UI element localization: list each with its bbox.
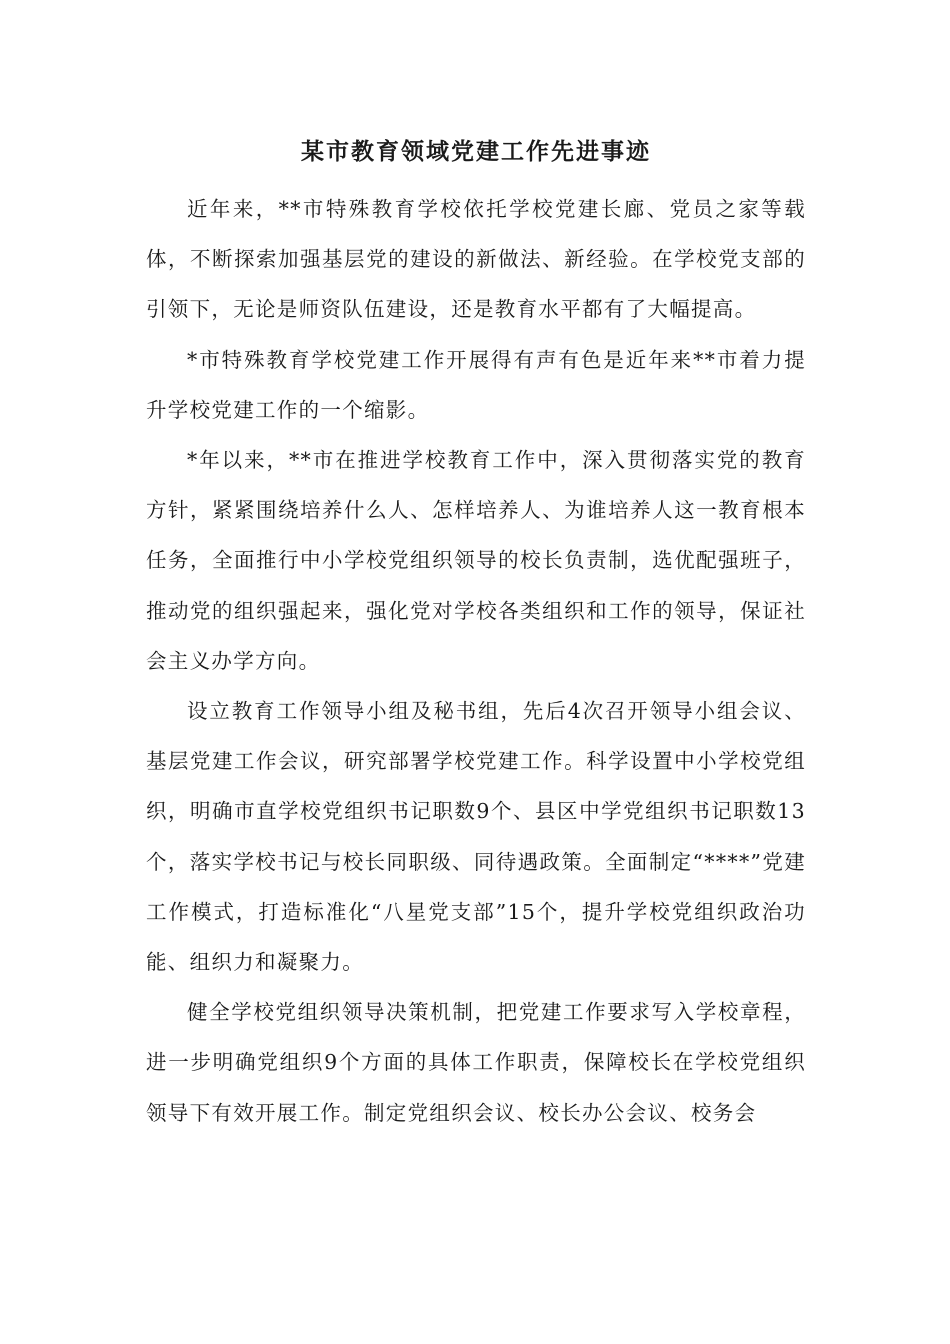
paragraph-2: *市特殊教育学校党建工作开展得有声有色是近年来**市着力提升学校党建工作的一个缩影。	[146, 347, 806, 422]
paragraph-5: 健全学校党组织领导决策机制，把党建工作要求写入学校章程，进一步明确党组织9个方面的具体工作职责，保障校长在学校党组织领导下有效开展工作。制定党组织会议、校长办公会议、校务会	[146, 1000, 806, 1125]
paragraph-1: 近年来，**市特殊教育学校依托学校党建长廊、党员之家等载体，不断探索加强基层党的建设的新做法、新经验。在学校党支部的引领下，无论是师资队伍建设，还是教育水平都有了大幅提高。	[146, 197, 806, 322]
paragraph-4: 设立教育工作领导小组及秘书组，先后4次召开领导小组会议、基层党建工作会议，研究部署学校党建工作。科学设置中小学校党组织，明确市直学校党组织书记职数9个、县区中学党组织书记职数13个，落实学校书记与校长同职级、同待遇政策。全面制定“****”党建工作模式，打造标准化“八星党支部”15个，提升学校党组织政治功能、组织力和凝聚力。	[146, 699, 806, 975]
document-title: 某市教育领域党建工作先进事迹	[301, 138, 651, 165]
paragraph-3: *年以来，**市在推进学校教育工作中，深入贯彻落实党的教育方针，紧紧围绕培养什么人、怎样培养人、为谁培养人这一教育根本任务，全面推行中小学校党组织领导的校长负责制，选优配强班子，推动党的组织强起来，强化党对学校各类组织和工作的领导，保证社会主义办学方向。	[146, 448, 806, 673]
document-body	[146, 184, 806, 1138]
